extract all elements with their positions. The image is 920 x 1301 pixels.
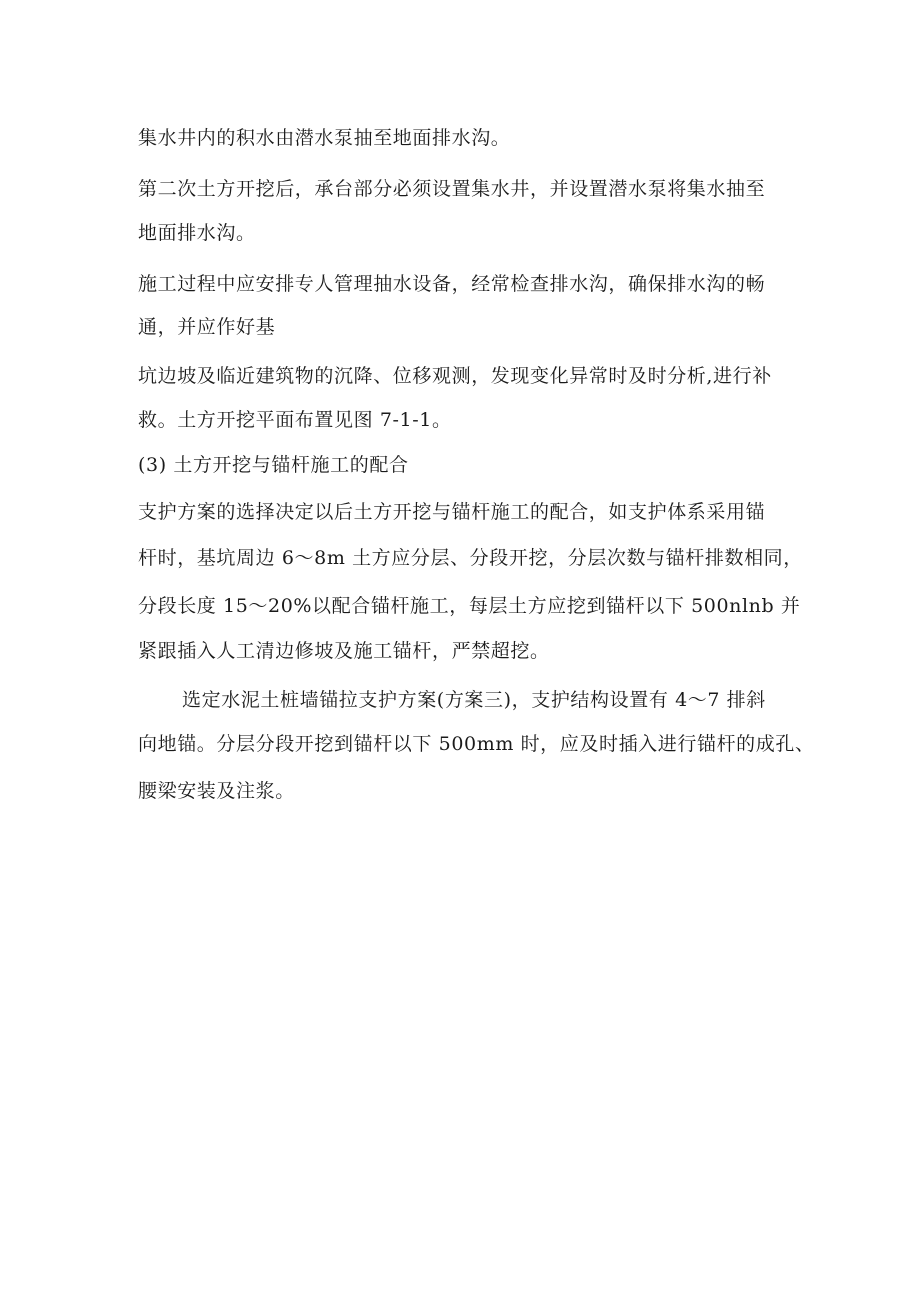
paragraph-line: 第二次土方开挖后，承台部分必须设置集水井，并设置潜水泵将集水抽至 — [138, 178, 766, 200]
paragraph-line: 紧跟插入人工清边修坡及施工锚杆，严禁超挖。 — [138, 640, 550, 662]
paragraph-line: 集水井内的积水由潜水泵抽至地面排水沟。 — [138, 127, 511, 149]
paragraph-line: 向地锚。分层分段开挖到锚杆以下 500mm 时，应及时插入进行锚杆的成孔、 — [138, 733, 815, 755]
paragraph-line: 坑边坡及临近建筑物的沉降、位移观测，发现变化异常时及时分析,进行补 — [138, 365, 772, 387]
paragraph-line: 分段长度 15～20%以配合锚杆施工，每层土方应挖到锚杆以下 500nlnb 并 — [138, 595, 801, 617]
paragraph-line: 施工过程中应安排专人管理抽水设备，经常检查排水沟，确保排水沟的畅 — [138, 273, 766, 295]
paragraph-line: 救。土方开挖平面布置见图 7-1-1。 — [138, 409, 452, 431]
section-heading: (3) 土方开挖与锚杆施工的配合 — [138, 454, 409, 476]
paragraph-line: 腰梁安装及注浆。 — [138, 780, 295, 802]
paragraph-line: 杆时，基坑周边 6～8m 土方应分层、分段开挖，分层次数与锚杆排数相同， — [138, 547, 803, 569]
paragraph-line: 选定水泥土桩墙锚拉支护方案(方案三)，支护结构设置有 4～7 排斜 — [182, 689, 766, 711]
paragraph-line: 支护方案的选择决定以后土方开挖与锚杆施工的配合，如支护体系采用锚 — [138, 501, 766, 523]
paragraph-line: 地面排水沟。 — [138, 222, 256, 244]
paragraph-line: 通，并应作好基 — [138, 316, 276, 338]
